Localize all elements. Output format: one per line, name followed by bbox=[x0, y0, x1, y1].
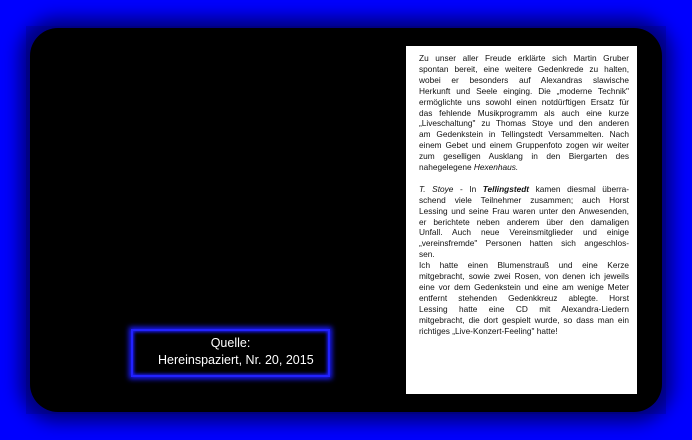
article-line: eine vor dem Gedenkstein und eine am wenige Meter bbox=[419, 281, 629, 292]
article-line: er berichtete neben anderem über den damaligen bbox=[419, 216, 629, 227]
article-line: schend viele Teilnehmer zusammen; auch Horst bbox=[419, 194, 629, 205]
article-line: am Gedenkstein in Tellingstedt Versammelten. Nach bbox=[419, 129, 629, 140]
article-line: richtiges „Live-Konzert-Feeling" hatte! bbox=[419, 325, 558, 336]
article-line: mitgebracht, die dort gespielt wurde, so dass man ein bbox=[419, 314, 629, 325]
article-line: Lessing hatte eine CD mit Alexandra-Liedern bbox=[419, 303, 629, 314]
article-line: einem Gebet und einem Gruppenfoto zogen wir weiter bbox=[419, 140, 629, 151]
article-line: wobei er besonders auf Alexandras slawische bbox=[419, 74, 629, 85]
article-line: Unfall. Auch neue Vereinsmitglieder und einige bbox=[419, 227, 629, 238]
article-line: spontan bereit, eine weitere Gedenkrede zu halten, bbox=[419, 63, 629, 74]
newspaper-clipping bbox=[406, 46, 637, 394]
article-line: Herkunft und Seele einging. Die „moderne Technik" bbox=[419, 85, 629, 96]
article-line: „vereinsfremde" Personen hatten sich angeschlos- bbox=[419, 238, 629, 249]
source-label: Quelle: bbox=[210, 336, 251, 350]
source-citation: Hereinspaziert, Nr. 20, 2015 bbox=[158, 353, 314, 367]
article-line: mitgebracht, sowie zwei Rosen, von denen ich jeweils bbox=[419, 271, 629, 281]
article-line: Zu unser aller Freude erklärte sich Martin Gruber bbox=[419, 53, 629, 63]
article-line: T. Stoye - In Tellingstedt kamen diesmal überra- bbox=[419, 183, 629, 194]
source-caption-box bbox=[131, 329, 330, 377]
article-line: Lessing und seine Frau waren unter den Anwesenden, bbox=[419, 205, 629, 216]
article-line: zum geselligen Ausklang in den Biergarten des bbox=[419, 151, 629, 162]
article-line: Ich hatte einen Blumenstrauß und eine Kerze bbox=[419, 260, 629, 271]
article-line: entfernt stehenden Gedenkkreuz ablegte. Horst bbox=[419, 292, 629, 303]
article-line: nahegelegene Hexenhaus. bbox=[419, 162, 519, 172]
article-line: „Liveschaltung" zu Thomas Stoye und den anderen bbox=[419, 118, 629, 129]
article-line: das fehlende Musikprogramm als auch eine kurze bbox=[419, 107, 629, 118]
article-line: ermöglichte uns sowohl einen notdürftigen Ersatz für bbox=[419, 96, 629, 107]
article-line: sen. bbox=[419, 249, 435, 260]
